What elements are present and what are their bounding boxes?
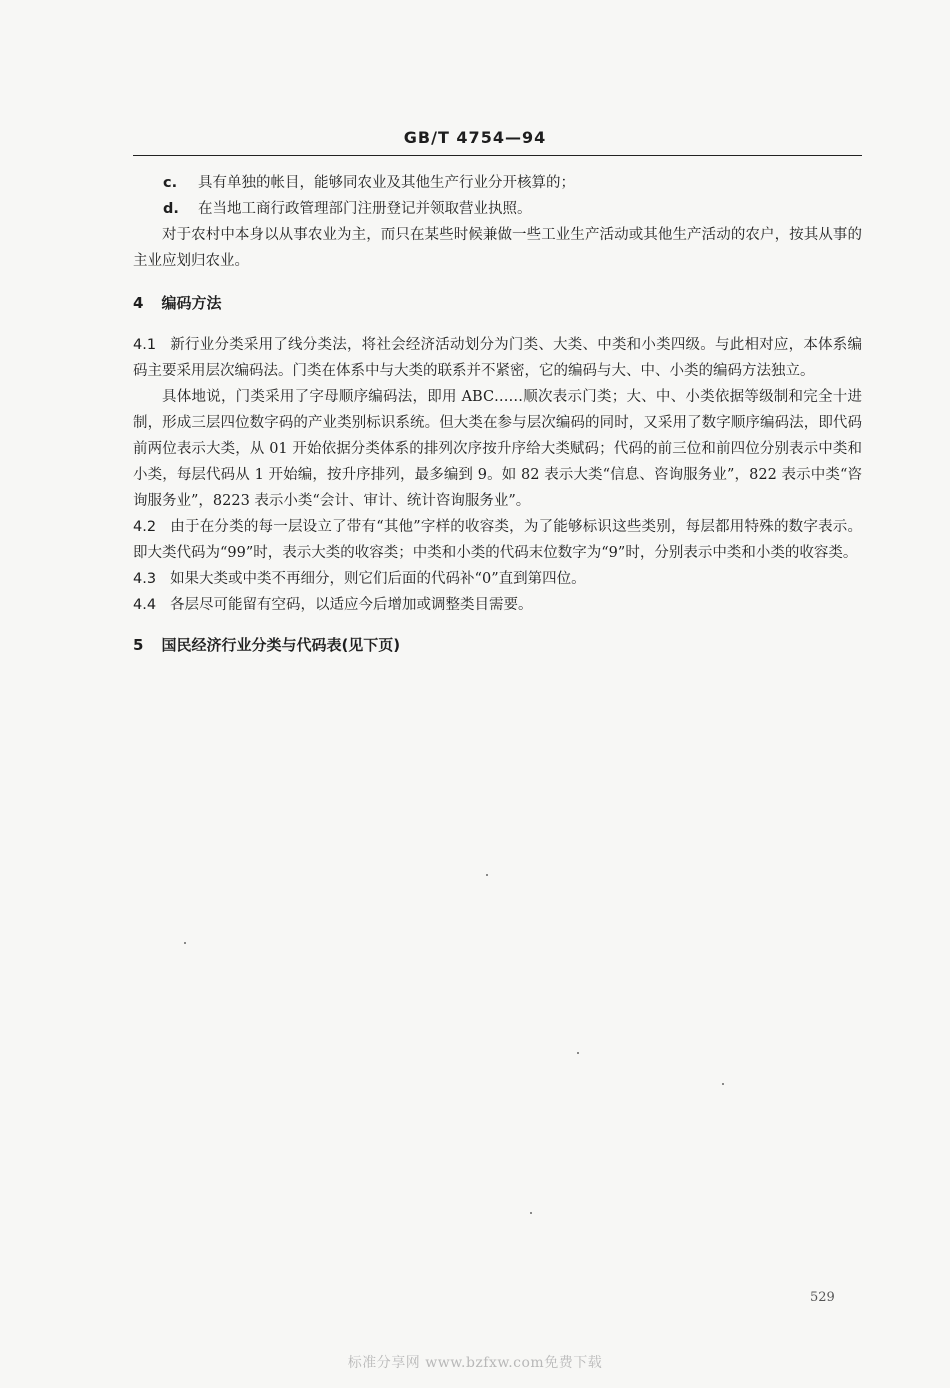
scan-speck [184,942,186,944]
list-item [133,196,862,222]
clause-4-1 [133,332,862,384]
note-paragraph: 对于农村中本身以从事农业为主，而只在某些时候兼做一些工业生产活动或其他生产活动的农户，按其从事的主业应划归农业。 [133,227,862,269]
scan-speck [530,1212,532,1214]
section-4-heading [133,290,862,316]
scan-speck [486,874,488,876]
list-item-text: 具有单独的帐目，能够同农业及其他生产行业分开核算的； [198,175,575,191]
list-item-mark: d. [163,201,179,217]
page-number: 529 [810,1290,835,1305]
clause-text: 新行业分类采用了线分类法，将社会经济活动划分为门类、大类、中类和小类四级。与此相对应，本体系编码主要采用层次编码法。门类在体系中与大类的联系并不紧密，它的编码与大、中、小类的编码方法独立。 [133,337,862,379]
standard-code-header: GB/T 4754—94 [403,128,547,147]
clause-text: 由于在分类的每一层设立了带有“其他”字样的收容类，为了能够标识这些类别，每层都用特殊的数字表示。即大类代码为“99”时，表示大类的收容类；中类和小类的代码末位数字为“9”时，分别表示中类和小类的收容类。 [133,519,862,561]
clause-4-4 [133,592,862,618]
section-number: 4 [133,294,144,312]
header-rule [133,155,862,156]
list-item-mark: c. [163,175,178,191]
clause-4-1-detail: 具体地说，门类采用了字母顺序编码法，即用 ABC……顺次表示门类；大、中、小类依据等级制和完全十进制，形成三层四位数字码的产业类别标识系统。但大类在参与层次编码的同时，又采用了数字顺序编码法，即代码前两位表示大类，从 01 开始依据分类体系的排列次序按升序给大类赋码；代码的前三位和前四位分别表示中类和小类，每层代码从 1 开始编，按升序排列，最多编到 9。如 82 表示大类“信息、咨询服务业”，822 表示中类“咨询服务业”，8223 表示小类“会计、审计、统计咨询服务业”。 [133,389,862,509]
scan-speck [722,1083,724,1085]
list-item-text: 在当地工商行政管理部门注册登记并领取营业执照。 [198,201,532,217]
clause-number: 4.2 [133,519,157,535]
clause-number: 4.1 [133,337,157,353]
document-body [133,170,862,674]
list-item [133,170,862,196]
clause-number: 4.3 [133,571,157,587]
section-5-heading [133,632,862,658]
clause-4-3 [133,566,862,592]
section-title: 编码方法 [161,294,222,312]
clause-4-2 [133,514,862,566]
section-number: 5 [133,636,144,654]
watermark: 标准分享网 www.bzfxw.com免费下载 [347,1355,603,1371]
clause-number: 4.4 [133,597,157,613]
clause-text: 如果大类或中类不再细分，则它们后面的代码补“0”直到第四位。 [170,571,586,587]
section-title: 国民经济行业分类与代码表(见下页) [161,636,401,654]
clause-text: 各层尽可能留有空码，以适应今后增加或调整类目需要。 [170,597,533,613]
scan-speck [577,1052,579,1054]
